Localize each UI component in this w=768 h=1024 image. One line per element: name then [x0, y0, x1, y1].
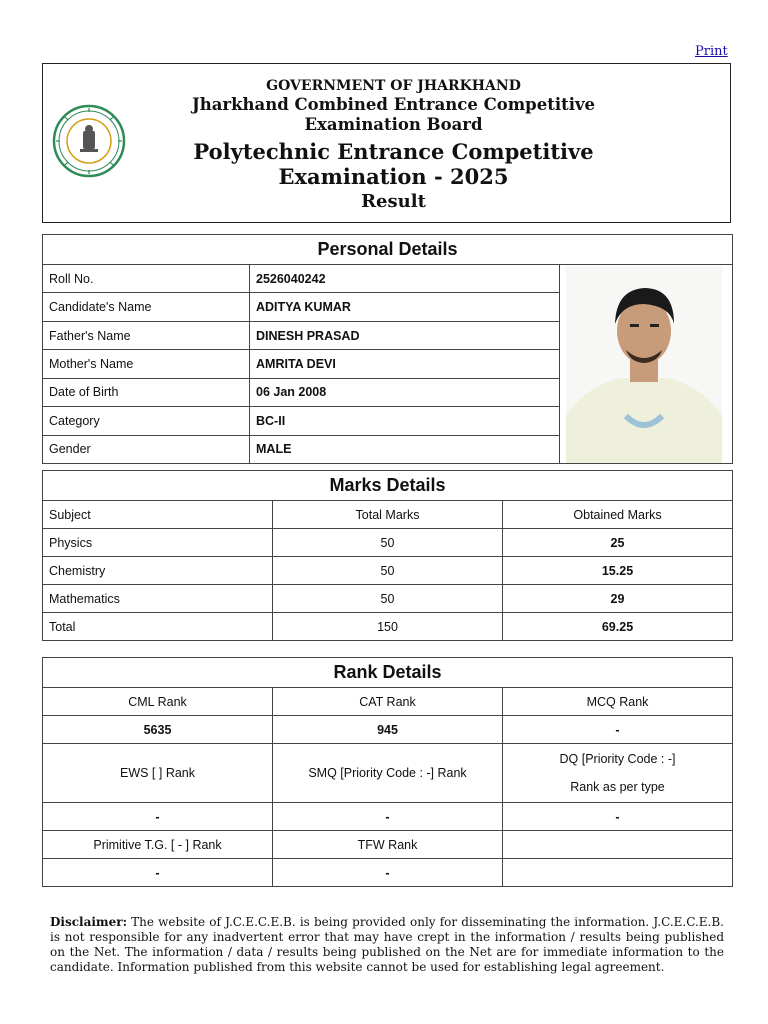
board-name: Jharkhand Combined Entrance Competitive Examination Board	[191, 95, 596, 134]
primitive-tg-rank-value: -	[43, 859, 273, 887]
total-cell: 50	[273, 557, 503, 585]
disclaimer	[50, 915, 724, 975]
mcq-rank-header: MCQ Rank	[503, 688, 733, 716]
total-cell: 50	[273, 529, 503, 557]
photo-cell	[560, 265, 733, 464]
primitive-tg-rank-header: Primitive T.G. [ - ] Rank	[43, 831, 273, 859]
cml-rank-header: CML Rank	[43, 688, 273, 716]
rank-details-title: Rank Details	[43, 658, 733, 688]
table-row	[43, 557, 733, 585]
obtained-cell: 15.25	[503, 557, 733, 585]
roll-value: 2526040242	[250, 265, 560, 293]
father-label: Father's Name	[43, 321, 250, 349]
father-value: DINESH PRASAD	[250, 321, 560, 349]
dq-rank-type-label: Rank as per type	[570, 780, 665, 794]
exam-title: Polytechnic Entrance Competitive Examination - 2025	[193, 139, 594, 189]
subject-cell: Total	[43, 613, 273, 641]
cat-rank-value: 945	[273, 716, 503, 744]
table-row	[43, 613, 733, 641]
table-header-row	[43, 744, 733, 803]
cat-rank-header: CAT Rank	[273, 688, 503, 716]
name-value: ADITYA KUMAR	[250, 293, 560, 321]
ews-rank-header: EWS [ ] Rank	[43, 744, 273, 803]
gender-value: MALE	[250, 435, 560, 463]
smq-rank-value: -	[273, 803, 503, 831]
table-header-row	[43, 501, 733, 529]
disclaimer-label: Disclaimer:	[50, 915, 128, 929]
personal-details-table	[42, 234, 733, 464]
print-link[interactable]: Print	[695, 44, 728, 59]
dob-label: Date of Birth	[43, 378, 250, 406]
header-box	[42, 63, 731, 223]
smq-rank-header: SMQ [Priority Code : -] Rank	[273, 744, 503, 803]
table-header-row	[43, 831, 733, 859]
roll-label: Roll No.	[43, 265, 250, 293]
subject-cell: Chemistry	[43, 557, 273, 585]
name-label: Candidate's Name	[43, 293, 250, 321]
empty-value-cell	[503, 859, 733, 887]
table-row	[43, 265, 733, 293]
gender-label: Gender	[43, 435, 250, 463]
tfw-rank-value: -	[273, 859, 503, 887]
result-heading: Result	[361, 191, 426, 212]
empty-header-cell	[503, 831, 733, 859]
subject-header: Subject	[43, 501, 273, 529]
obtained-marks-header: Obtained Marks	[503, 501, 733, 529]
subject-cell: Physics	[43, 529, 273, 557]
mother-value: AMRITA DEVI	[250, 350, 560, 378]
marks-details-title: Marks Details	[43, 471, 733, 501]
category-value: BC-II	[250, 407, 560, 435]
subject-cell: Mathematics	[43, 585, 273, 613]
mcq-rank-value: -	[503, 716, 733, 744]
disclaimer-text: The website of J.C.E.C.E.B. is being provided only for disseminating the information. J.C.E.C.E.B. is not responsible for any inadvertent error that may have crept in the information / results being published on the Net. The information / data / results being published on the Net are for immediate information to the candidate. Information published from this website cannot be used for establishing legal agreement.	[50, 915, 724, 974]
rank-details-table	[42, 657, 733, 887]
dq-rank-value: -	[503, 803, 733, 831]
table-row	[43, 529, 733, 557]
dq-rank-header	[503, 744, 733, 803]
obtained-cell: 25	[503, 529, 733, 557]
dq-priority-label: DQ [Priority Code : -]	[559, 752, 676, 766]
dob-value: 06 Jan 2008	[250, 378, 560, 406]
jharkhand-seal-icon	[52, 104, 126, 178]
tfw-rank-header: TFW Rank	[273, 831, 503, 859]
candidate-photo	[566, 266, 722, 463]
ews-rank-value: -	[43, 803, 273, 831]
personal-details-title: Personal Details	[43, 235, 733, 265]
obtained-cell: 29	[503, 585, 733, 613]
table-row	[43, 716, 733, 744]
table-row	[43, 803, 733, 831]
table-header-row	[43, 688, 733, 716]
mother-label: Mother's Name	[43, 350, 250, 378]
government-name: GOVERNMENT OF JHARKHAND	[266, 78, 521, 94]
table-row	[43, 859, 733, 887]
header-text	[133, 78, 654, 213]
obtained-cell: 69.25	[503, 613, 733, 641]
table-row	[43, 585, 733, 613]
total-cell: 50	[273, 585, 503, 613]
cml-rank-value: 5635	[43, 716, 273, 744]
category-label: Category	[43, 407, 250, 435]
marks-details-table	[42, 470, 733, 641]
total-cell: 150	[273, 613, 503, 641]
total-marks-header: Total Marks	[273, 501, 503, 529]
